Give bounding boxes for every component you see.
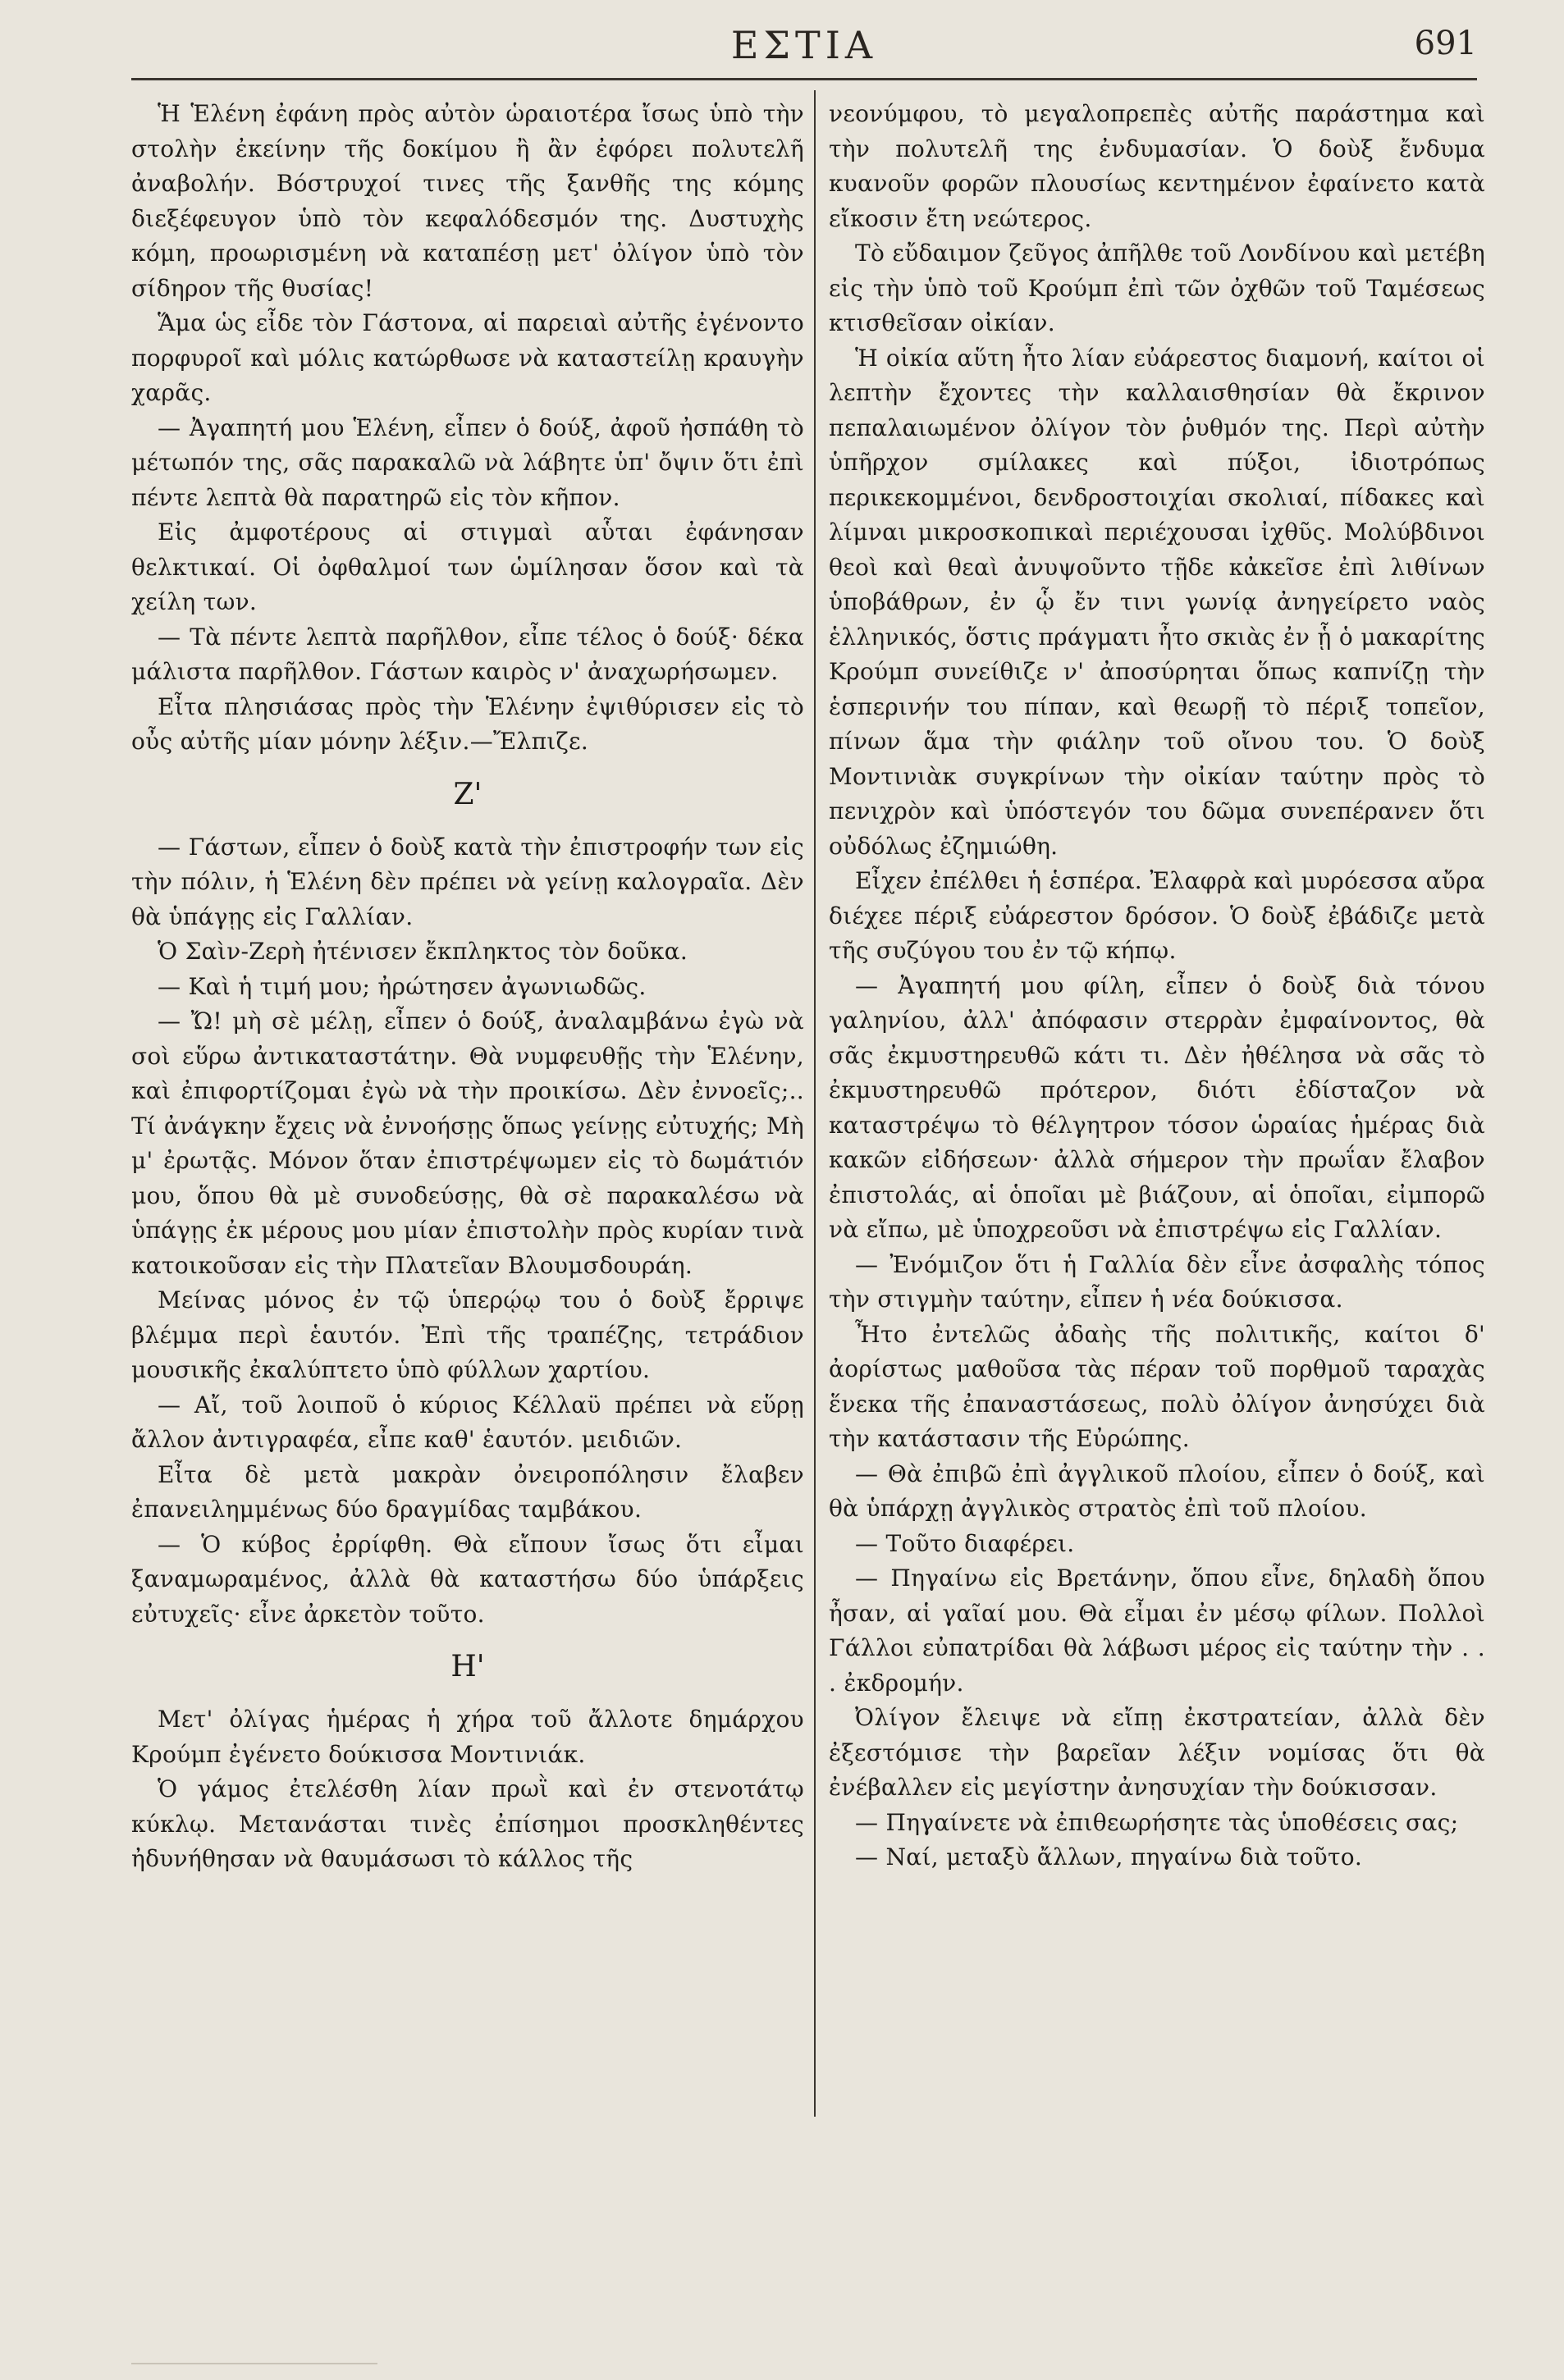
- right-column: [829, 97, 1485, 1875]
- paragraph: Εἶχεν ἐπέλθει ἡ ἑσπέρα. Ἐλαφρὰ καὶ μυρόεσσα αὔρα διέχεε πέριξ εὐάρεστον δρόσον. Ὁ δοὺξ ἐβάδιζε μετὰ τῆς συζύγου του ἐν τῷ κήπῳ.: [829, 867, 1485, 964]
- paragraph: — Θὰ ἐπιβῶ ἐπὶ ἀγγλικοῦ πλοίου, εἶπεν ὁ δούξ, καὶ θὰ ὑπάρχῃ ἀγγλικὸς στρατὸς ἐπὶ τοῦ πλοίου.: [829, 1460, 1485, 1522]
- paragraph: — Καὶ ἡ τιμή μου; ἠρώτησεν ἀγωνιωδῶς.: [158, 972, 647, 1000]
- paragraph: Εἶτα πλησιάσας πρὸς τὴν Ἑλένην ἐψιθύρισεν εἰς τὸ οὖς αὐτῆς μίαν μόνην λέξιν.—Ἔλπιζε.: [131, 692, 804, 755]
- paragraph: — Ὁ κύβος ἐρρίφθη. Θὰ εἴπουν ἴσως ὅτι εἶμαι ξαναμωραμένος, ἀλλὰ θὰ καταστήσω δύο ὑπάρξεις εὐτυχεῖς· εἶνε ἀρκετὸν τοῦτο.: [131, 1530, 804, 1628]
- page-header: [131, 16, 1477, 74]
- paragraph: Ὁ γάμος ἐτελέσθη λίαν πρωῒ καὶ ἐν στενοτάτῳ κύκλῳ. Μετανάσται τινὲς ἐπίσημοι προσκληθέντες ἠδυνήθησαν νὰ θαυμάσωσι τὸ κάλλος τῆς: [131, 1775, 804, 1872]
- page-edge-mark: [131, 2363, 377, 2364]
- header-rule: [131, 78, 1477, 80]
- paragraph: — Ἀγαπητή μου φίλη, εἶπεν ὁ δοὺξ διὰ τόνου γαληνίου, ἀλλ' ἀπόφασιν στερρὰν ἐμφαίνοντος, θὰ σᾶς ἐκμυστηρευθῶ κάτι τι. Δὲν ἠθέλησα νὰ σᾶς τὸ ἐκμυστηρευθῶ πρότερον, διότι ἐδίσταζον νὰ καταστρέψω τὸ θέλγητρον τόσον ὡραίας ἡμέρας διὰ κακῶν εἰδήσεων· ἀλλὰ σήμερον τὴν πρωΐαν ἔλαβον ἐπιστολάς, αἱ ὁποῖαι μὲ βιάζουν, αἱ ὁποῖαι, εἰμπορῶ νὰ εἴπω, μὲ ὑποχρεοῦσι νὰ ἐπιστρέψω εἰς Γαλλίαν.: [829, 971, 1485, 1243]
- paragraph: — Γάστων, εἶπεν ὁ δοὺξ κατὰ τὴν ἐπιστροφήν των εἰς τὴν πόλιν, ἡ Ἑλένη δὲν πρέπει νὰ γείνῃ καλογραῖα. Δὲν θὰ ὑπάγῃς εἰς Γαλλίαν.: [131, 833, 804, 930]
- section-heading-z: Ζ': [453, 777, 482, 811]
- paragraph: Ἦτο ἐντελῶς ἀδαὴς τῆς πολιτικῆς, καίτοι δ' ἀορίστως μαθοῦσα τὰς πέραν τοῦ πορθμοῦ ταραχὰς ἕνεκα τῆς ἐπαναστάσεως, πολὺ ὀλίγον ἀνησύχει διὰ τὴν κατάστασιν τῆς Εὐρώπης.: [829, 1320, 1485, 1452]
- paragraph: Ἡ οἰκία αὕτη ἦτο λίαν εὐάρεστος διαμονή, καίτοι οἱ λεπτὴν ἔχοντες τὴν καλλαισθησίαν θὰ ἔκρινον πεπαλαιωμένον ὀλίγον τὸν ῥυθμόν της. Περὶ αὐτὴν ὑπῆρχον σμίλακες καὶ πύξοι, ἰδιοτρόπως περικεκομμένοι, δενδροστοιχίαι σκολιαί, πίδακες καὶ λίμναι μικροσκοπικαὶ περιέχουσαι ἰχθῦς. Μολύβδινοι θεοὶ καὶ θεαὶ ἀνυψοῦντο τῇδε κἀκεῖσε ἐπὶ λιθίνων ὑποβάθρων, ἐν ᾧ ἔν τινι γωνίᾳ ἀνηγείρετο ναὸς ἑλληνικός, ὅστις πράγματι ἦτο σκιὰς ἐν ᾗ ὁ μακαρίτης Κρούμπ συνείθιζε ν' ἀποσύρηται ὅπως καπνίζῃ τὴν ἑσπερινήν του πίπαν, καὶ θεωρῇ τὸ πέριξ τοπεῖον, πίνων ἅμα τὴν φιάλην τοῦ οἴνου του. Ὁ δοὺξ Μοντινιὰκ συγκρίνων τὴν οἰκίαν ταύτην πρὸς τὸ πενιχρὸν καὶ ὑπόστεγόν του δῶμα συνεπέρανεν ὅτι οὐδόλως ἐζημιώθη.: [829, 344, 1485, 860]
- paragraph: — Ἀγαπητή μου Ἑλένη, εἶπεν ὁ δούξ, ἀφοῦ ἠσπάθη τὸ μέτωπόν της, σᾶς παρακαλῶ νὰ λάβητε ὑπ' ὄψιν ὅτι ἐπὶ πέντε λεπτὰ θὰ παρατηρῶ εἰς τὸν κῆπον.: [131, 413, 804, 511]
- paragraph: — Ναί, μεταξὺ ἄλλων, πηγαίνω διὰ τοῦτο.: [855, 1843, 1363, 1871]
- paragraph: Ὀλίγον ἔλειψε νὰ εἴπῃ ἐκστρατείαν, ἀλλὰ δὲν ἐξεστόμισε τὴν βαρεῖαν λέξιν νομίσας ὅτι θὰ ἐνέβαλλεν εἰς μεγίστην ἀνησυχίαν τὴν δούκισσαν.: [829, 1704, 1485, 1801]
- paragraph: Μείνας μόνος ἐν τῷ ὑπερῴῳ του ὁ δοὺξ ἔρριψε βλέμμα περὶ ἑαυτόν. Ἐπὶ τῆς τραπέζης, τετράδιον μουσικῆς ἐκαλύπτετο ὑπὸ φύλλων χαρτίου.: [131, 1286, 804, 1383]
- paragraph: Μετ' ὀλίγας ἡμέρας ἡ χήρα τοῦ ἄλλοτε δημάρχου Κρούμπ ἐγένετο δούκισσα Μοντινιάκ.: [131, 1706, 804, 1768]
- paragraph: — Ἐνόμιζον ὅτι ἡ Γαλλία δὲν εἶνε ἀσφαλὴς τόπος τὴν στιγμὴν ταύτην, εἶπεν ἡ νέα δούκισσα.: [829, 1250, 1485, 1313]
- paragraph: Τὸ εὔδαιμον ζεῦγος ἀπῆλθε τοῦ Λονδίνου καὶ μετέβη εἰς τὴν ὑπὸ τοῦ Κρούμπ ἐπὶ τῶν ὀχθῶν τοῦ Ταμέσεως κτισθεῖσαν οἰκίαν.: [829, 240, 1485, 336]
- paragraph: Ὁ Σαὶν-Ζερὴ ἠτένισεν ἔκπληκτος τὸν δοῦκα.: [158, 938, 688, 965]
- paragraph: — Ὤ! μὴ σὲ μέλῃ, εἶπεν ὁ δούξ, ἀναλαμβάνω ἐγὼ νὰ σοὶ εὕρω ἀντικαταστάτην. Θὰ νυμφευθῇς τὴν Ἑλένην, καὶ ἐπιφορτίζομαι ἐγὼ νὰ τὴν προικίσω. Δὲν ἐννοεῖς;.. Τί ἀνάγκην ἔχεις νὰ ἐννοήσῃς ὅπως γείνῃς εὐτυχής; Μὴ μ' ἐρωτᾷς. Μόνον ὅταν ἐπιστρέψωμεν εἰς τὸ δωμάτιόν μου, ὅπου θὰ μὲ συνοδεύσῃς, θὰ σὲ παρακαλέσω νὰ ὑπάγῃς ἐκ μέρους μου μίαν ἐπιστολὴν πρὸς κυρίαν τινὰ κατοικοῦσαν εἰς τὴν Πλατεῖαν Βλουμσδουράη.: [131, 1007, 804, 1279]
- paragraph: — Πηγαίνω εἰς Βρετάνην, ὅπου εἶνε, δηλαδὴ ὅπου ἦσαν, αἱ γαῖαί μου. Θὰ εἶμαι ἐν μέσῳ φίλων. Πολλοὶ Γάλλοι εὐπατρίδαι θὰ λάβωσι μέρος εἰς ταύτην τὴν . . . ἐκδρομήν.: [829, 1565, 1485, 1697]
- paragraph: — Πηγαίνετε νὰ ἐπιθεωρήσητε τὰς ὑποθέσεις σας;: [855, 1808, 1459, 1836]
- paragraph: Εἰς ἀμφοτέρους αἱ στιγμαὶ αὗται ἐφάνησαν θελκτικαί. Οἱ ὀφθαλμοί των ὡμίλησαν ὅσον καὶ τὰ χείλη των.: [131, 518, 804, 615]
- paragraph: — Αἴ, τοῦ λοιποῦ ὁ κύριος Κέλλαϋ πρέπει νὰ εὕρῃ ἄλλον ἀντιγραφέα, εἶπε καθ' ἑαυτόν. μειδιῶν.: [131, 1391, 804, 1453]
- paragraph: Ἡ Ἑλένη ἐφάνη πρὸς αὐτὸν ὡραιοτέρα ἴσως ὑπὸ τὴν στολὴν ἐκείνην τῆς δοκίμου ἢ ἂν ἐφόρει πολυτελῆ ἀναβολήν. Βόστρυχοί τινες τῆς ξανθῆς της κόμης διεξέφευγον ὑπὸ τὸν κεφαλόδεσμόν της. Δυστυχὴς κόμη, προωρισμένη νὰ καταπέσῃ μετ' ὀλίγον ὑπὸ τὸν σίδηρον τῆς θυσίας!: [131, 100, 804, 302]
- journal-title: ΕΣΤΙΑ: [730, 23, 878, 67]
- left-column: [131, 97, 804, 1877]
- page-number: 691: [1414, 25, 1477, 62]
- paragraph: νεονύμφου, τὸ μεγαλοπρεπὲς αὐτῆς παράστημα καὶ τὴν πολυτελῆ της ἐνδυμασίαν. Ὁ δοὺξ ἔνδυμα κυανοῦν φορῶν πλουσίως κεντημένον ἐφαίνετο κατὰ εἴκοσιν ἔτη νεώτερος.: [829, 100, 1485, 232]
- column-divider: [814, 90, 816, 2117]
- section-heading-h: Η': [450, 1650, 485, 1683]
- paragraph: Ἅμα ὡς εἶδε τὸν Γάστονα, αἱ παρειαὶ αὐτῆς ἐγένοντο πορφυροῖ καὶ μόλις κατώρθωσε νὰ καταστείλῃ κραυγὴν χαρᾶς.: [131, 309, 804, 406]
- paragraph: — Τοῦτο διαφέρει.: [855, 1529, 1075, 1557]
- paragraph: — Τὰ πέντε λεπτὰ παρῆλθον, εἶπε τέλος ὁ δούξ· δέκα μάλιστα παρῆλθον. Γάστων καιρὸς ν' ἀναχωρήσωμεν.: [131, 623, 804, 685]
- paragraph: Εἶτα δὲ μετὰ μακρὰν ὀνειροπόλησιν ἔλαβεν ἐπανειλημμένως δύο δραγμίδας ταμβάκου.: [131, 1460, 804, 1523]
